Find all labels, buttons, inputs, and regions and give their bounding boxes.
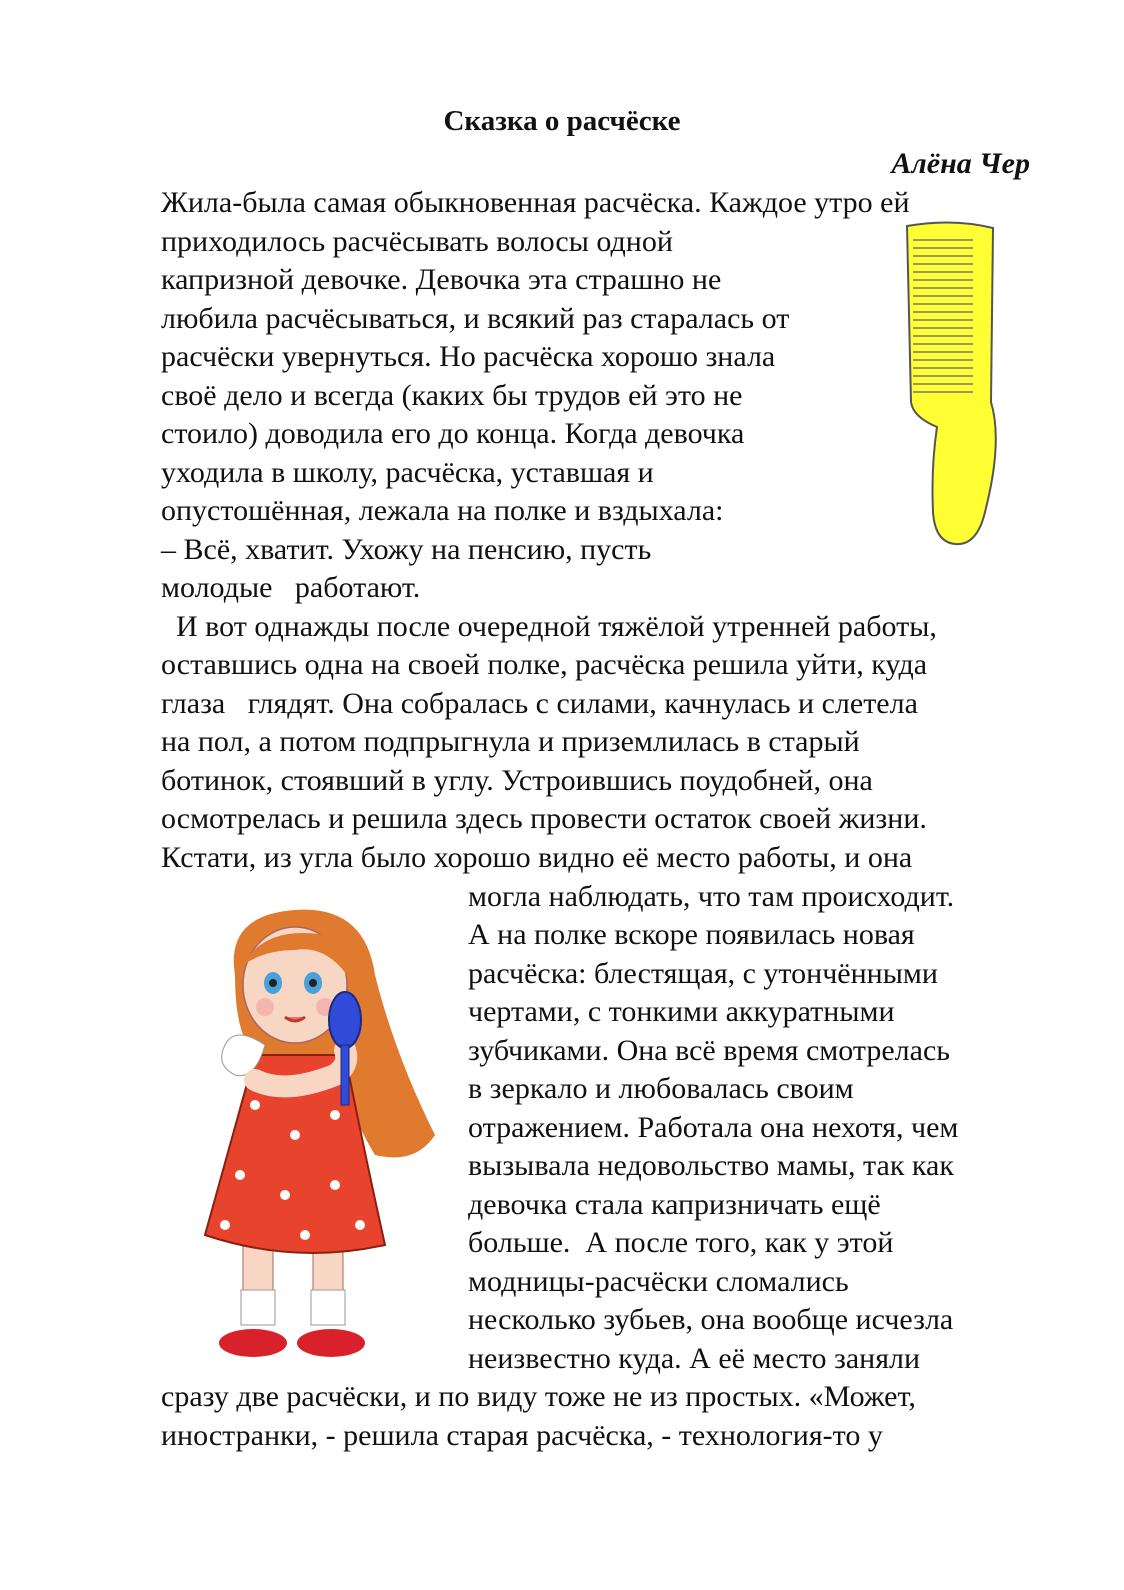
text-line: расчёска: блестящая, с утончёнными bbox=[468, 957, 938, 990]
text-line: ботинок, стоявший в углу. Устроившись поудобней, она bbox=[161, 764, 873, 797]
text-line: зубчиками. Она всё время смотрелась bbox=[468, 1034, 950, 1067]
text-line: своё дело и всегда (каких бы трудов ей это не bbox=[161, 379, 743, 412]
text-line: И вот однажды после очередной тяжёлой утренней работы, bbox=[161, 610, 937, 643]
author-name: Алёна Чер bbox=[891, 147, 1030, 180]
text-line: капризной девочке. Девочка эта страшно не bbox=[161, 263, 722, 296]
text-line: иностранки, - решила старая расчёска, - технология-то у bbox=[161, 1419, 883, 1452]
text-line: опустошённая, лежала на полке и вздыхала: bbox=[161, 494, 724, 527]
text-line: модницы-расчёски сломались bbox=[468, 1265, 849, 1298]
text-line: вызывала недовольство мамы, так как bbox=[468, 1149, 954, 1182]
text-line: уходила в школу, расчёска, уставшая и bbox=[161, 456, 654, 489]
text-line: могла наблюдать, что там происходит. bbox=[468, 880, 955, 913]
comb-icon bbox=[893, 212, 1013, 552]
girl-brushing-hair-icon bbox=[195, 905, 455, 1375]
text-line: отражением. Работала она нехотя, чем bbox=[468, 1111, 959, 1144]
text-line: приходилось расчёсывать волосы одной bbox=[161, 225, 673, 258]
text-line: несколько зубьев, она вообще исчезла bbox=[468, 1303, 954, 1336]
text-line: неизвестно куда. А её место заняли bbox=[468, 1342, 921, 1375]
text-line: больше. А после того, как у этой bbox=[468, 1226, 894, 1259]
text-line: в зеркало и любовалась своим bbox=[468, 1072, 854, 1105]
text-line: сразу две расчёски, и по виду тоже не из простых. «Может, bbox=[161, 1380, 916, 1413]
text-line: осмотрелась и решила здесь провести остаток своей жизни. bbox=[161, 802, 927, 835]
text-line: девочка стала капризничать ещё bbox=[468, 1188, 881, 1221]
text-line: Жила-была самая обыкновенная расчёска. Каждое утро ей bbox=[161, 186, 910, 219]
text-line: расчёски увернуться. Но расчёска хорошо знала bbox=[161, 340, 776, 373]
text-line: любила расчёсываться, и всякий раз старалась от bbox=[161, 302, 790, 335]
text-line: на пол, а потом подпрыгнула и приземлилась в старый bbox=[161, 725, 860, 758]
text-line: глаза глядят. Она собралась с силами, качнулась и слетела bbox=[161, 687, 918, 720]
text-line: стоило) доводила его до конца. Когда девочка bbox=[161, 417, 745, 450]
text-line: молодые работают. bbox=[161, 571, 421, 604]
text-line: А на полке вскоре появилась новая bbox=[468, 918, 915, 951]
text-line: Кстати, из угла было хорошо видно её место работы, и она bbox=[161, 841, 913, 874]
text-line: чертами, с тонкими аккуратными bbox=[468, 995, 895, 1028]
text-line: – Всё, хватит. Ухожу на пенсию, пусть bbox=[161, 533, 652, 566]
text-line: оставшись одна на своей полке, расчёска решила уйти, куда bbox=[161, 648, 928, 681]
story-title: Сказка о расчёске bbox=[443, 105, 681, 137]
